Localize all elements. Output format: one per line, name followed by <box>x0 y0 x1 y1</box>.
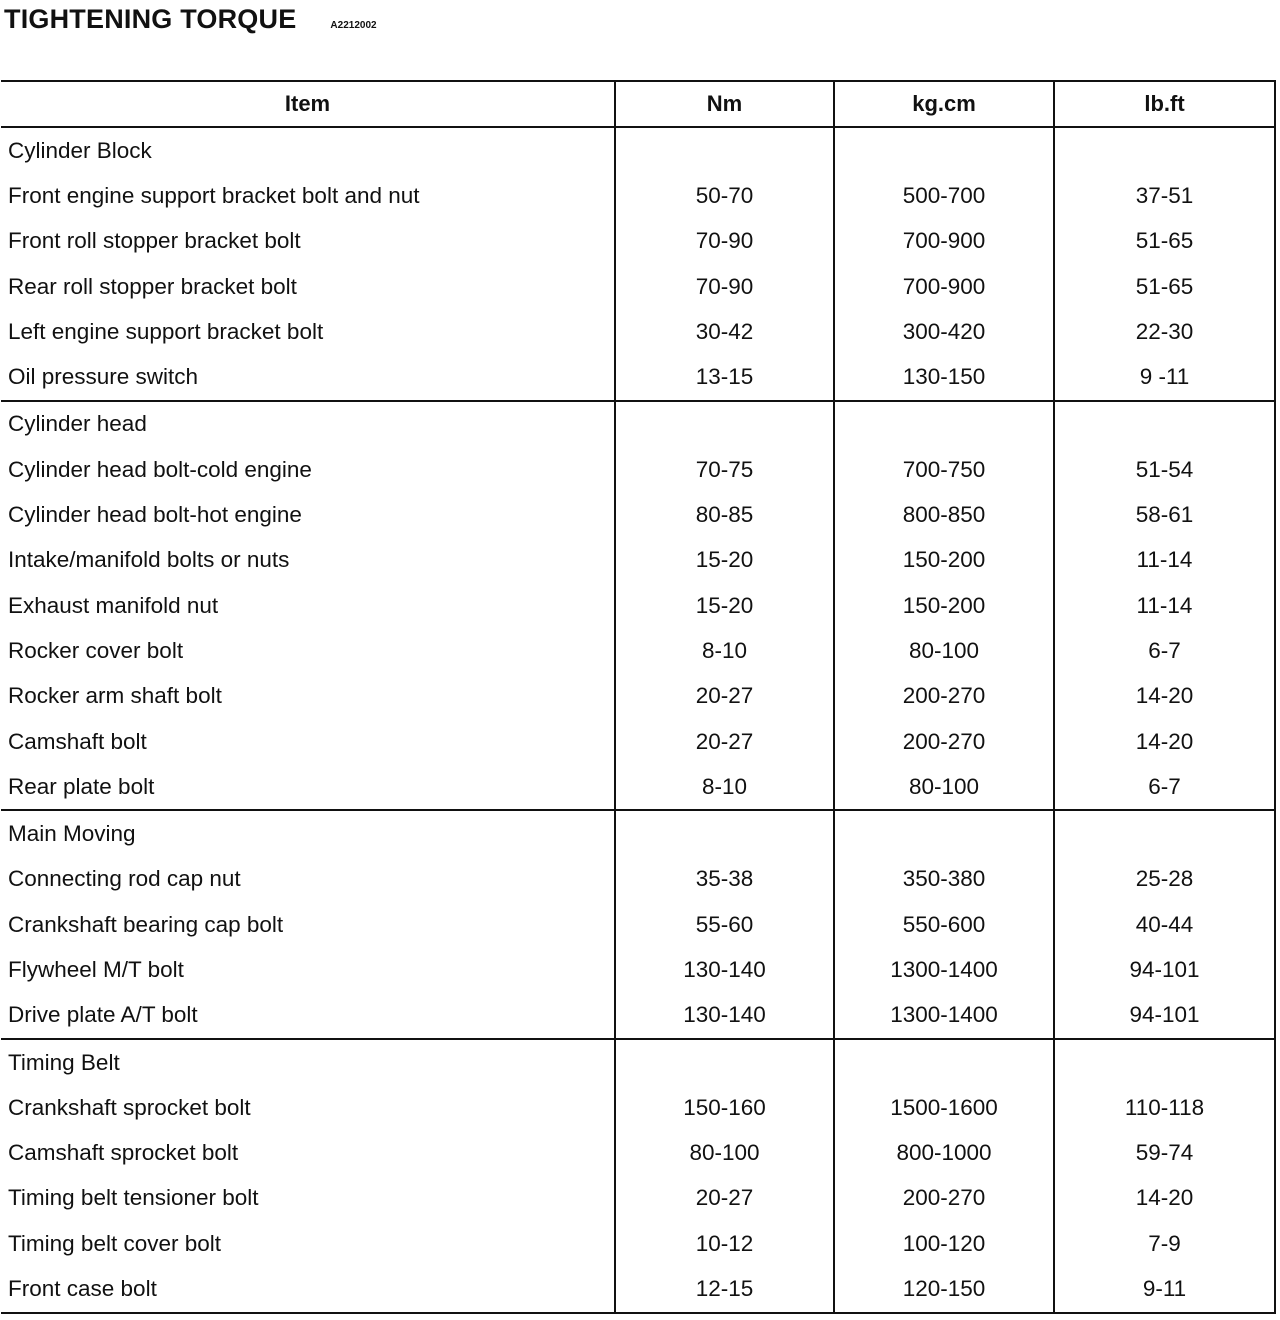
lbft-cell: 11-14 <box>1054 538 1275 583</box>
nm-cell: 35-38 <box>615 857 834 902</box>
lbft-cell: 6-7 <box>1054 764 1275 810</box>
empty-cell <box>834 1039 1054 1085</box>
nm-cell: 130-140 <box>615 993 834 1039</box>
lbft-cell: 9 -11 <box>1054 354 1275 400</box>
nm-cell: 50-70 <box>615 173 834 218</box>
lbft-cell: 22-30 <box>1054 309 1275 354</box>
kgcm-cell: 120-150 <box>834 1266 1054 1312</box>
item-cell: Flywheel M/T bolt <box>8 956 184 982</box>
table-row <box>1 219 1275 264</box>
kgcm-cell: 150-200 <box>834 538 1054 583</box>
table-header-row <box>1 81 1275 127</box>
table-row <box>1 993 1275 1039</box>
group-header-row <box>1 1039 1275 1085</box>
nm-cell: 20-27 <box>615 719 834 764</box>
empty-cell <box>615 1039 834 1085</box>
table-row <box>1 583 1275 628</box>
table-row <box>1 719 1275 764</box>
group-header-row <box>1 127 1275 173</box>
empty-cell <box>834 127 1054 173</box>
group-title: Cylinder head <box>8 411 147 437</box>
empty-cell <box>1054 401 1275 447</box>
item-cell: Exhaust manifold nut <box>8 592 219 618</box>
column-header-lbft: lb.ft <box>1054 81 1275 127</box>
kgcm-cell: 200-270 <box>834 1176 1054 1221</box>
table-row <box>1 1131 1275 1176</box>
item-cell: Rocker arm shaft bolt <box>8 683 222 709</box>
item-cell: Crankshaft bearing cap bolt <box>8 911 284 937</box>
nm-cell: 13-15 <box>615 354 834 400</box>
kgcm-cell: 1300-1400 <box>834 947 1054 992</box>
empty-cell <box>615 401 834 447</box>
group-title: Cylinder Block <box>8 137 152 163</box>
table-body <box>1 127 1275 1313</box>
item-cell: Crankshaft sprocket bolt <box>8 1094 251 1120</box>
kgcm-cell: 1500-1600 <box>834 1085 1054 1130</box>
lbft-cell: 51-54 <box>1054 447 1275 492</box>
nm-cell: 10-12 <box>615 1221 834 1266</box>
item-cell: Drive plate A/T bolt <box>1 993 615 1039</box>
nm-cell: 70-90 <box>615 264 834 309</box>
table-row <box>1 264 1275 309</box>
empty-cell <box>834 810 1054 856</box>
lbft-cell: 94-101 <box>1054 947 1275 992</box>
kgcm-cell: 350-380 <box>834 857 1054 902</box>
lbft-cell: 6-7 <box>1054 628 1275 673</box>
table-row <box>1 674 1275 719</box>
lbft-cell: 11-14 <box>1054 583 1275 628</box>
kgcm-cell: 1300-1400 <box>834 993 1054 1039</box>
kgcm-cell: 150-200 <box>834 583 1054 628</box>
lbft-cell: 14-20 <box>1054 1176 1275 1221</box>
nm-cell: 15-20 <box>615 583 834 628</box>
nm-cell: 130-140 <box>615 947 834 992</box>
kgcm-cell: 200-270 <box>834 719 1054 764</box>
table-row <box>1 538 1275 583</box>
item-cell: Cylinder head bolt-cold engine <box>8 456 312 482</box>
lbft-cell: 37-51 <box>1054 173 1275 218</box>
kgcm-cell: 80-100 <box>834 764 1054 810</box>
table-row <box>1 354 1275 400</box>
table-row <box>1 1176 1275 1221</box>
item-cell: Timing belt cover bolt <box>8 1230 222 1256</box>
table-row <box>1 1085 1275 1130</box>
group-title: Main Moving <box>8 821 136 847</box>
lbft-cell: 110-118 <box>1054 1085 1275 1130</box>
kgcm-cell: 80-100 <box>834 628 1054 673</box>
item-cell: Camshaft sprocket bolt <box>8 1140 239 1166</box>
nm-cell: 15-20 <box>615 538 834 583</box>
lbft-cell: 7-9 <box>1054 1221 1275 1266</box>
kgcm-cell: 800-1000 <box>834 1131 1054 1176</box>
lbft-cell: 25-28 <box>1054 857 1275 902</box>
table-row <box>1 857 1275 902</box>
item-cell: Rocker cover bolt <box>8 637 184 663</box>
table-row <box>1 764 1275 810</box>
column-header-item: Item <box>1 81 615 127</box>
kgcm-cell: 130-150 <box>834 354 1054 400</box>
table-row <box>1 492 1275 537</box>
nm-cell: 70-90 <box>615 219 834 264</box>
nm-cell: 150-160 <box>615 1085 834 1130</box>
kgcm-cell: 700-900 <box>834 219 1054 264</box>
item-cell: Connecting rod cap nut <box>8 866 241 892</box>
nm-cell: 55-60 <box>615 902 834 947</box>
lbft-cell: 51-65 <box>1054 264 1275 309</box>
kgcm-cell: 100-120 <box>834 1221 1054 1266</box>
kgcm-cell: 700-750 <box>834 447 1054 492</box>
lbft-cell: 58-61 <box>1054 492 1275 537</box>
page-header <box>4 4 377 44</box>
item-cell: Rear roll stopper bracket bolt <box>8 273 297 299</box>
torque-table <box>1 80 1276 1314</box>
item-cell: Camshaft bolt <box>8 728 147 754</box>
table-row <box>1 173 1275 218</box>
item-cell: Cylinder head bolt-hot engine <box>8 502 302 528</box>
document-code: A2212002 <box>330 20 377 31</box>
nm-cell: 80-100 <box>615 1131 834 1176</box>
kgcm-cell: 800-850 <box>834 492 1054 537</box>
kgcm-cell: 200-270 <box>834 674 1054 719</box>
lbft-cell: 51-65 <box>1054 219 1275 264</box>
empty-cell <box>615 127 834 173</box>
item-cell: Left engine support bracket bolt <box>8 318 324 344</box>
kgcm-cell: 700-900 <box>834 264 1054 309</box>
nm-cell: 20-27 <box>615 674 834 719</box>
nm-cell: 30-42 <box>615 309 834 354</box>
table-row <box>1 447 1275 492</box>
column-header-kgcm: kg.cm <box>834 81 1054 127</box>
item-cell: Rear plate bolt <box>1 764 615 810</box>
group-header-row <box>1 810 1275 856</box>
item-cell: Front case bolt <box>1 1266 615 1312</box>
table-row <box>1 1266 1275 1312</box>
item-cell: Front roll stopper bracket bolt <box>8 228 301 254</box>
page-title: TIGHTENING TORQUE <box>4 4 297 34</box>
nm-cell: 8-10 <box>615 764 834 810</box>
empty-cell <box>1054 810 1275 856</box>
table-row <box>1 947 1275 992</box>
table-row <box>1 309 1275 354</box>
nm-cell: 70-75 <box>615 447 834 492</box>
kgcm-cell: 500-700 <box>834 173 1054 218</box>
nm-cell: 12-15 <box>615 1266 834 1312</box>
item-cell: Timing belt tensioner bolt <box>8 1185 259 1211</box>
column-header-nm: Nm <box>615 81 834 127</box>
lbft-cell: 14-20 <box>1054 719 1275 764</box>
lbft-cell: 59-74 <box>1054 1131 1275 1176</box>
empty-cell <box>1054 127 1275 173</box>
kgcm-cell: 300-420 <box>834 309 1054 354</box>
nm-cell: 80-85 <box>615 492 834 537</box>
nm-cell: 20-27 <box>615 1176 834 1221</box>
lbft-cell: 94-101 <box>1054 993 1275 1039</box>
item-cell: Oil pressure switch <box>1 354 615 400</box>
lbft-cell: 40-44 <box>1054 902 1275 947</box>
kgcm-cell: 550-600 <box>834 902 1054 947</box>
empty-cell <box>615 810 834 856</box>
lbft-cell: 9-11 <box>1054 1266 1275 1312</box>
table-row <box>1 902 1275 947</box>
group-title: Timing Belt <box>8 1049 120 1075</box>
empty-cell <box>834 401 1054 447</box>
group-header-row <box>1 401 1275 447</box>
empty-cell <box>1054 1039 1275 1085</box>
item-cell: Front engine support bracket bolt and nut <box>8 182 420 208</box>
lbft-cell: 14-20 <box>1054 674 1275 719</box>
table-row <box>1 628 1275 673</box>
table-row <box>1 1221 1275 1266</box>
item-cell: Intake/manifold bolts or nuts <box>8 547 290 573</box>
nm-cell: 8-10 <box>615 628 834 673</box>
